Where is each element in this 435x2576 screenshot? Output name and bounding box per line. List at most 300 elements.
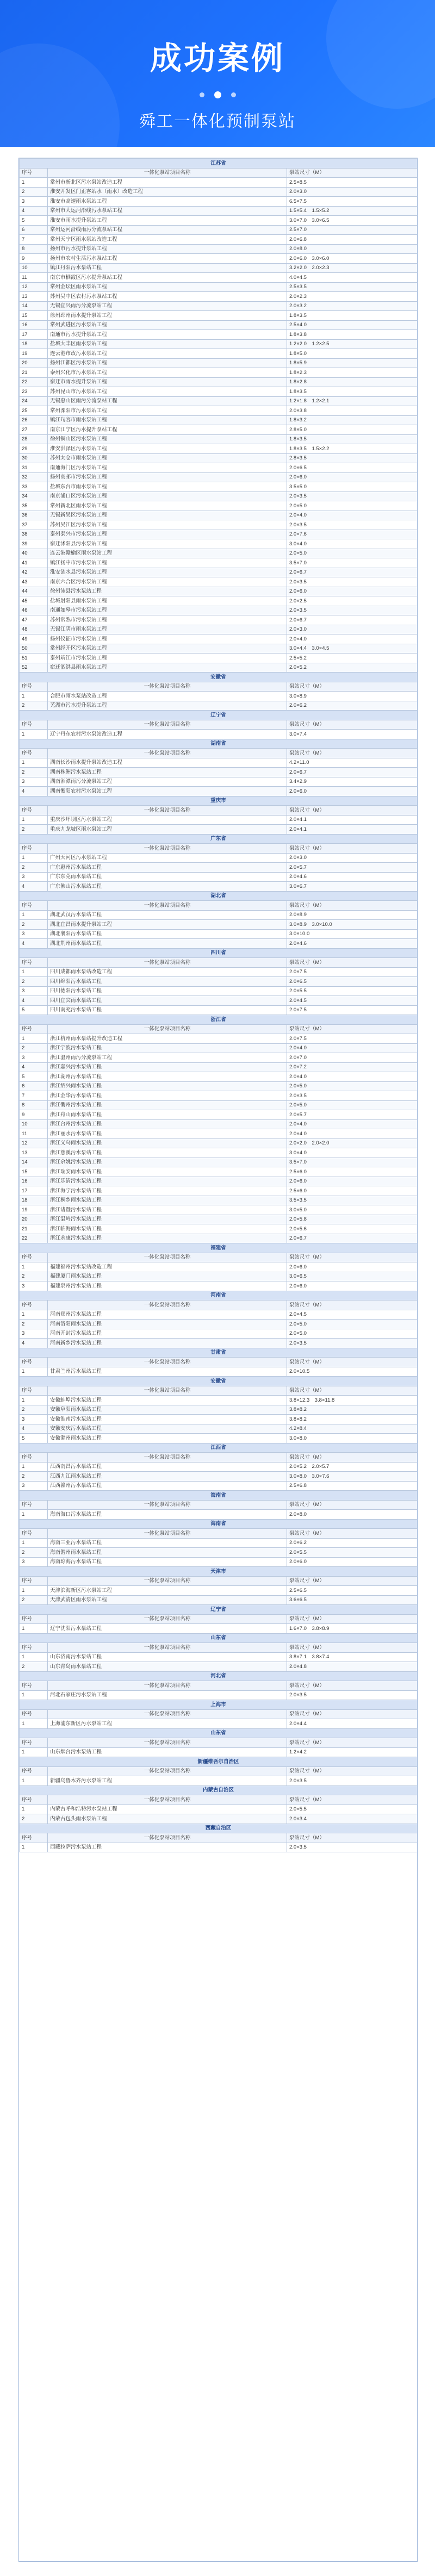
header-spec: 泵站尺寸（M）: [287, 1766, 418, 1776]
row-index: 4: [20, 1339, 48, 1348]
row-spec: 3.5×7.0: [287, 558, 418, 568]
row-index: 42: [20, 568, 48, 577]
table-row: [20, 1329, 418, 1339]
row-spec: 2.0×7.5: [287, 1034, 418, 1044]
province-name: 福建省: [20, 1243, 418, 1253]
row-project-name: 山东青岛雨水泵站工程: [48, 1662, 287, 1672]
row-index: 3: [20, 929, 48, 939]
row-spec: 2.0×3.0: [287, 625, 418, 634]
table-row: [20, 187, 418, 197]
row-index: 3: [20, 1557, 48, 1567]
row-project-name: 安徽蚌埠污水泵站工程: [48, 1396, 287, 1405]
table-row: [20, 178, 418, 188]
header-index: 序号: [20, 1738, 48, 1748]
header-index: 序号: [20, 1643, 48, 1653]
row-spec: 2.0×4.4: [287, 1719, 418, 1729]
row-project-name: 南通海门区污水泵站工程: [48, 463, 287, 473]
row-spec: 2.0×6.7: [287, 1234, 418, 1243]
row-spec: 2.0×3.5: [287, 1339, 418, 1348]
row-index: 3: [20, 197, 48, 207]
table-row: [20, 967, 418, 977]
row-project-name: 江西赣州污水泵站工程: [48, 1481, 287, 1491]
row-project-name: 常州市大运河沿线污水泵站工程: [48, 206, 287, 216]
province-name: 新疆维吾尔自治区: [20, 1757, 418, 1767]
row-index: 6: [20, 1081, 48, 1091]
row-project-name: 内蒙古包头雨水泵站工程: [48, 1814, 287, 1824]
row-index: 32: [20, 472, 48, 482]
row-project-name: 山东济南污水泵站工程: [48, 1652, 287, 1662]
province-name: 湖北省: [20, 891, 418, 901]
header-index: 序号: [20, 1253, 48, 1262]
row-project-name: 广东惠州污水泵站工程: [48, 863, 287, 873]
row-index: 47: [20, 615, 48, 625]
row-spec: 2.0×5.2 2.0×5.7: [287, 1462, 418, 1472]
row-project-name: 安徽安庆污水泵站工程: [48, 1424, 287, 1434]
row-project-name: 河南洛阳雨水泵站工程: [48, 1320, 287, 1329]
row-spec: 2.0×5.7: [287, 863, 418, 873]
table-row: [20, 491, 418, 501]
row-index: 8: [20, 244, 48, 254]
table-row: [20, 282, 418, 292]
row-project-name: 镇江句容市雨水泵站工程: [48, 415, 287, 425]
table-header-row: [20, 720, 418, 730]
header-index: 序号: [20, 844, 48, 854]
province-name: 辽宁省: [20, 1605, 418, 1615]
row-project-name: 福建福州污水泵站改造工程: [48, 1262, 287, 1272]
table-row: [20, 1405, 418, 1415]
row-project-name: 浙江海宁污水泵站工程: [48, 1186, 287, 1196]
table-row: [20, 1138, 418, 1148]
header-index: 序号: [20, 168, 48, 178]
row-index: 29: [20, 444, 48, 454]
row-spec: 2.5×6.0: [287, 1186, 418, 1196]
row-spec: 2.0×6.7: [287, 768, 418, 777]
row-project-name: 重庆九龙坡区雨水泵站工程: [48, 825, 287, 835]
row-spec: 2.0×5.2: [287, 663, 418, 673]
row-spec: 2.0×3.5: [287, 1690, 418, 1700]
row-index: 1: [20, 692, 48, 701]
row-spec: 3.4×2.9: [287, 777, 418, 787]
header-spec: 泵站尺寸（M）: [287, 806, 418, 816]
province-name: 湖南省: [20, 739, 418, 749]
row-spec: 2.0×5.8: [287, 1215, 418, 1224]
row-spec: 1.8×3.5: [287, 434, 418, 444]
table-row: [20, 1415, 418, 1424]
row-index: 3: [20, 1053, 48, 1063]
table-row: [20, 692, 418, 701]
row-spec: 2.0×6.0: [287, 787, 418, 797]
table-row: [20, 815, 418, 825]
row-project-name: 四川绵阳污水泵站工程: [48, 977, 287, 987]
row-index: 4: [20, 882, 48, 892]
row-spec: 3.0×8.9: [287, 692, 418, 701]
table-row: [20, 577, 418, 587]
row-spec: 2.0×6.5: [287, 977, 418, 987]
row-spec: 2.0×5.0: [287, 1329, 418, 1339]
row-spec: 3.0×4.0: [287, 539, 418, 549]
table-row: [20, 1662, 418, 1672]
row-spec: 2.0×5.7: [287, 1110, 418, 1120]
row-project-name: 泰州兴化市污水泵站工程: [48, 368, 287, 378]
table-row: [20, 1034, 418, 1044]
row-spec: 1.8×2.3: [287, 368, 418, 378]
row-index: 44: [20, 587, 48, 596]
row-project-name: 新疆乌鲁木齐污水泵站工程: [48, 1776, 287, 1786]
table-header-row: [20, 1738, 418, 1748]
table-row: [20, 663, 418, 673]
row-spec: 2.0×7.6: [287, 530, 418, 539]
header-spec: 泵站尺寸（M）: [287, 901, 418, 911]
table-header-row: [20, 1643, 418, 1653]
header-name: 一体化泵站项目名称: [48, 1795, 287, 1805]
table-header-row: [20, 682, 418, 692]
table-row: [20, 634, 418, 644]
row-spec: 2.0×4.5: [287, 996, 418, 1006]
row-project-name: 盐城大丰区雨水泵站工程: [48, 339, 287, 349]
row-spec: 2.0×4.0: [287, 1119, 418, 1129]
row-index: 51: [20, 654, 48, 663]
row-project-name: 宿迁沭阳县污水泵站工程: [48, 539, 287, 549]
row-project-name: 海南海口污水泵站工程: [48, 1510, 287, 1520]
province-name: 山东省: [20, 1728, 418, 1738]
row-index: 37: [20, 520, 48, 530]
table-header-row: [20, 1795, 418, 1805]
row-project-name: 广东佛山污水泵站工程: [48, 882, 287, 892]
table-row: [20, 939, 418, 949]
row-spec: 2.0×6.0: [287, 587, 418, 596]
table-header-row: [20, 1614, 418, 1624]
table-row: [20, 301, 418, 311]
table-row: [20, 872, 418, 882]
row-project-name: 无锡宜兴雨污分流泵站工程: [48, 301, 287, 311]
row-index: 4: [20, 996, 48, 1006]
page-subtitle: 舜工一体化预制泵站: [139, 113, 296, 130]
row-index: 36: [20, 511, 48, 520]
header-index: 序号: [20, 1453, 48, 1463]
row-spec: 2.0×6.0 3.0×6.0: [287, 254, 418, 264]
row-spec: 2.0×3.5: [287, 1091, 418, 1101]
row-project-name: 浙江嘉兴污水泵站工程: [48, 1062, 287, 1072]
header-index: 序号: [20, 720, 48, 730]
row-index: 18: [20, 339, 48, 349]
row-spec: 2.0×3.5: [287, 491, 418, 501]
row-project-name: 湖北襄阳污水泵站工程: [48, 929, 287, 939]
row-index: 3: [20, 872, 48, 882]
table-row: [20, 1110, 418, 1120]
header-index: 序号: [20, 1358, 48, 1367]
table-row: [20, 1776, 418, 1786]
table-row: [20, 701, 418, 711]
header-name: 一体化泵站项目名称: [48, 958, 287, 968]
row-spec: 2.0×6.7: [287, 615, 418, 625]
row-spec: 2.0×7.5: [287, 1005, 418, 1015]
province-name: 重庆市: [20, 796, 418, 806]
row-index: 10: [20, 263, 48, 273]
table-row: [20, 1215, 418, 1224]
row-index: 1: [20, 1396, 48, 1405]
province-row: [20, 159, 418, 169]
row-index: 40: [20, 549, 48, 558]
header-name: 一体化泵站项目名称: [48, 1024, 287, 1034]
row-index: 45: [20, 596, 48, 606]
row-spec: 1.2×1.8 1.2×2.1: [287, 396, 418, 406]
table-row: [20, 1719, 418, 1729]
province-name: 山东省: [20, 1633, 418, 1643]
row-index: 1: [20, 853, 48, 863]
header-name: 一体化泵站项目名称: [48, 1500, 287, 1510]
row-project-name: 福建泉州污水泵站工程: [48, 1281, 287, 1291]
row-project-name: 浙江衢州污水泵站工程: [48, 1100, 287, 1110]
header-name: 一体化泵站项目名称: [48, 806, 287, 816]
row-spec: 1.8×3.8: [287, 330, 418, 340]
row-index: 22: [20, 377, 48, 387]
table-row: [20, 1320, 418, 1329]
row-project-name: 安徽阜阳雨水泵站工程: [48, 1405, 287, 1415]
table-row: [20, 1396, 418, 1405]
row-project-name: 内蒙古呼和浩特污水泵站工程: [48, 1805, 287, 1814]
row-index: 8: [20, 1100, 48, 1110]
row-project-name: 合肥市雨水泵站改造工程: [48, 692, 287, 701]
row-index: 48: [20, 625, 48, 634]
table-row: [20, 216, 418, 226]
row-project-name: 福建厦门雨水泵站工程: [48, 1272, 287, 1281]
row-project-name: 四川成都雨水泵站改造工程: [48, 967, 287, 977]
province-row: [20, 1700, 418, 1710]
table-row: [20, 425, 418, 435]
row-spec: 2.0×6.0: [287, 1177, 418, 1186]
row-project-name: 浙江丽水污水泵站工程: [48, 1129, 287, 1139]
table-row: [20, 977, 418, 987]
table-row: [20, 530, 418, 539]
row-project-name: 浙江临海雨水泵站工程: [48, 1224, 287, 1234]
row-project-name: 海南琼海污水泵站工程: [48, 1557, 287, 1567]
row-index: 3: [20, 986, 48, 996]
row-index: 1: [20, 1624, 48, 1634]
table-row: [20, 1595, 418, 1605]
row-project-name: 扬州市农村生活污水泵站工程: [48, 254, 287, 264]
row-spec: 2.0×5.5: [287, 986, 418, 996]
row-project-name: 河南开封污水泵站工程: [48, 1329, 287, 1339]
header-index: 序号: [20, 958, 48, 968]
dot: [200, 92, 204, 97]
table-row: [20, 330, 418, 340]
table-row: [20, 263, 418, 273]
row-project-name: 泰州靖江市污水泵站工程: [48, 654, 287, 663]
province-name: 广东省: [20, 834, 418, 844]
row-index: 18: [20, 1196, 48, 1205]
header-index: 序号: [20, 1795, 48, 1805]
row-index: 2: [20, 1548, 48, 1558]
table-row: [20, 1053, 418, 1063]
table-header-row: [20, 1500, 418, 1510]
row-project-name: 扬州市污水提升泵站工程: [48, 244, 287, 254]
row-index: 1: [20, 1586, 48, 1596]
row-project-name: 湖北荆州雨水泵站工程: [48, 939, 287, 949]
table-header-row: [20, 1529, 418, 1539]
province-row: [20, 796, 418, 806]
table-row: [20, 1081, 418, 1091]
row-index: 14: [20, 1158, 48, 1167]
header-index: 序号: [20, 1766, 48, 1776]
row-spec: 2.0×4.8: [287, 1662, 418, 1672]
row-spec: 1.8×2.8: [287, 377, 418, 387]
province-name: 甘肃省: [20, 1348, 418, 1358]
header-index: 序号: [20, 682, 48, 692]
row-spec: 2.0×4.5: [287, 1310, 418, 1320]
table-header-row: [20, 844, 418, 854]
row-index: 24: [20, 396, 48, 406]
table-row: [20, 225, 418, 235]
row-project-name: 徐州邳州雨水提升泵站工程: [48, 311, 287, 321]
table-row: [20, 730, 418, 739]
table-header-row: [20, 1709, 418, 1719]
province-row: [20, 948, 418, 958]
row-spec: 1.8×3.2: [287, 415, 418, 425]
table-row: [20, 606, 418, 615]
row-index: 21: [20, 368, 48, 378]
row-project-name: 南京浦口区污水泵站工程: [48, 491, 287, 501]
row-spec: 1.8×3.5: [287, 387, 418, 397]
row-index: 7: [20, 235, 48, 245]
row-index: 1: [20, 1776, 48, 1786]
row-spec: 2.0×3.5: [287, 520, 418, 530]
header-spec: 泵站尺寸（M）: [287, 720, 418, 730]
row-spec: 2.0×4.0: [287, 1072, 418, 1082]
row-spec: 2.0×6.2: [287, 701, 418, 711]
table-row: [20, 1072, 418, 1082]
table-header-row: [20, 749, 418, 758]
header-name: 一体化泵站项目名称: [48, 1453, 287, 1463]
table-header-row: [20, 806, 418, 816]
row-spec: 6.5×7.5: [287, 197, 418, 207]
row-project-name: 浙江桐乡雨水泵站工程: [48, 1196, 287, 1205]
table-row: [20, 444, 418, 454]
row-index: 38: [20, 530, 48, 539]
header-name: 一体化泵站项目名称: [48, 682, 287, 692]
row-project-name: 芜湖市污水提升泵站工程: [48, 701, 287, 711]
header-index: 序号: [20, 1529, 48, 1539]
row-project-name: 常州金坛区雨水泵站工程: [48, 282, 287, 292]
row-project-name: 浙江诸暨污水泵站工程: [48, 1205, 287, 1215]
table-row: [20, 1272, 418, 1281]
table-row: [20, 644, 418, 654]
table-row: [20, 358, 418, 368]
row-project-name: 浙江台州污水泵站工程: [48, 1119, 287, 1129]
row-project-name: 泰州泰兴市污水泵站工程: [48, 530, 287, 539]
header-spec: 泵站尺寸（M）: [287, 1738, 418, 1748]
row-spec: 2.0×3.5: [287, 577, 418, 587]
row-index: 12: [20, 1138, 48, 1148]
row-project-name: 浙江湖州污水泵站工程: [48, 1072, 287, 1082]
table-row: [20, 539, 418, 549]
row-spec: 3.5×3.5: [287, 1196, 418, 1205]
table-row: [20, 787, 418, 797]
row-project-name: 湖南株洲污水泵站工程: [48, 768, 287, 777]
row-index: 43: [20, 577, 48, 587]
table-row: [20, 1747, 418, 1757]
row-spec: 2.5×6.0: [287, 1167, 418, 1177]
row-project-name: 海南三亚污水泵站工程: [48, 1538, 287, 1548]
header-spec: 泵站尺寸（M）: [287, 1709, 418, 1719]
province-row: [20, 673, 418, 682]
row-spec: 2.0×3.4: [287, 1814, 418, 1824]
table-row: [20, 1339, 418, 1348]
header-index: 序号: [20, 749, 48, 758]
table-row: [20, 920, 418, 930]
row-index: 35: [20, 501, 48, 511]
table-header-row: [20, 1024, 418, 1034]
row-index: 20: [20, 358, 48, 368]
table-row: [20, 1424, 418, 1434]
table-row: [20, 1586, 418, 1596]
dot: [231, 92, 236, 97]
row-spec: 2.0×6.0: [287, 472, 418, 482]
table-row: [20, 377, 418, 387]
table-row: [20, 1100, 418, 1110]
row-index: 1: [20, 1462, 48, 1472]
row-index: 2: [20, 1595, 48, 1605]
header-name: 一体化泵站项目名称: [48, 749, 287, 758]
table-row: [20, 1805, 418, 1814]
table-row: [20, 1624, 418, 1634]
row-spec: 2.0×8.9: [287, 910, 418, 920]
row-index: 1: [20, 1843, 48, 1852]
row-project-name: 湖南衡阳农村污水泵站工程: [48, 787, 287, 797]
table-row: [20, 825, 418, 835]
table-row: [20, 596, 418, 606]
row-spec: 2.5×6.8: [287, 1481, 418, 1491]
row-index: 5: [20, 1072, 48, 1082]
row-spec: 2.0×6.0: [287, 1262, 418, 1272]
row-project-name: 辽宁丹东农村污水泵站改造工程: [48, 730, 287, 739]
row-index: 23: [20, 387, 48, 397]
table-row: [20, 1129, 418, 1139]
row-spec: 2.0×2.3: [287, 292, 418, 302]
table-row: [20, 1434, 418, 1443]
row-project-name: 常州经开区污水泵站工程: [48, 644, 287, 654]
table-row: [20, 1262, 418, 1272]
case-table-body: [20, 159, 418, 1852]
row-project-name: 苏州太仓市雨水泵站工程: [48, 453, 287, 463]
table-row: [20, 387, 418, 397]
row-project-name: 浙江温州雨污分流泵站工程: [48, 1053, 287, 1063]
province-row: [20, 1757, 418, 1767]
row-project-name: 南通市污水提升泵站工程: [48, 330, 287, 340]
row-index: 1: [20, 1652, 48, 1662]
row-project-name: 广州天河区污水泵站工程: [48, 853, 287, 863]
row-spec: 2.0×4.0: [287, 634, 418, 644]
table-header-row: [20, 958, 418, 968]
row-project-name: 山东烟台污水泵站工程: [48, 1747, 287, 1757]
row-index: 1: [20, 1747, 48, 1757]
row-project-name: 四川德阳污水泵站工程: [48, 986, 287, 996]
row-spec: 3.8×8.2: [287, 1415, 418, 1424]
row-index: 50: [20, 644, 48, 654]
row-spec: 2.5×8.5: [287, 178, 418, 188]
row-spec: 4.2×8.4: [287, 1424, 418, 1434]
row-project-name: 四川宜宾雨水泵站工程: [48, 996, 287, 1006]
row-spec: 2.5×5.2: [287, 654, 418, 663]
row-index: 2: [20, 1814, 48, 1824]
row-spec: 1.6×7.0 3.8×8.9: [287, 1624, 418, 1634]
row-spec: 3.0×8.9 3.0×10.0: [287, 920, 418, 930]
row-project-name: 浙江舟山雨水泵站工程: [48, 1110, 287, 1120]
row-project-name: 苏州吴江区污水泵站工程: [48, 520, 287, 530]
row-project-name: 盐城射阳县雨水泵站工程: [48, 596, 287, 606]
province-name: 内蒙古自治区: [20, 1785, 418, 1795]
row-spec: 2.5×7.0: [287, 225, 418, 235]
table-row: [20, 349, 418, 359]
